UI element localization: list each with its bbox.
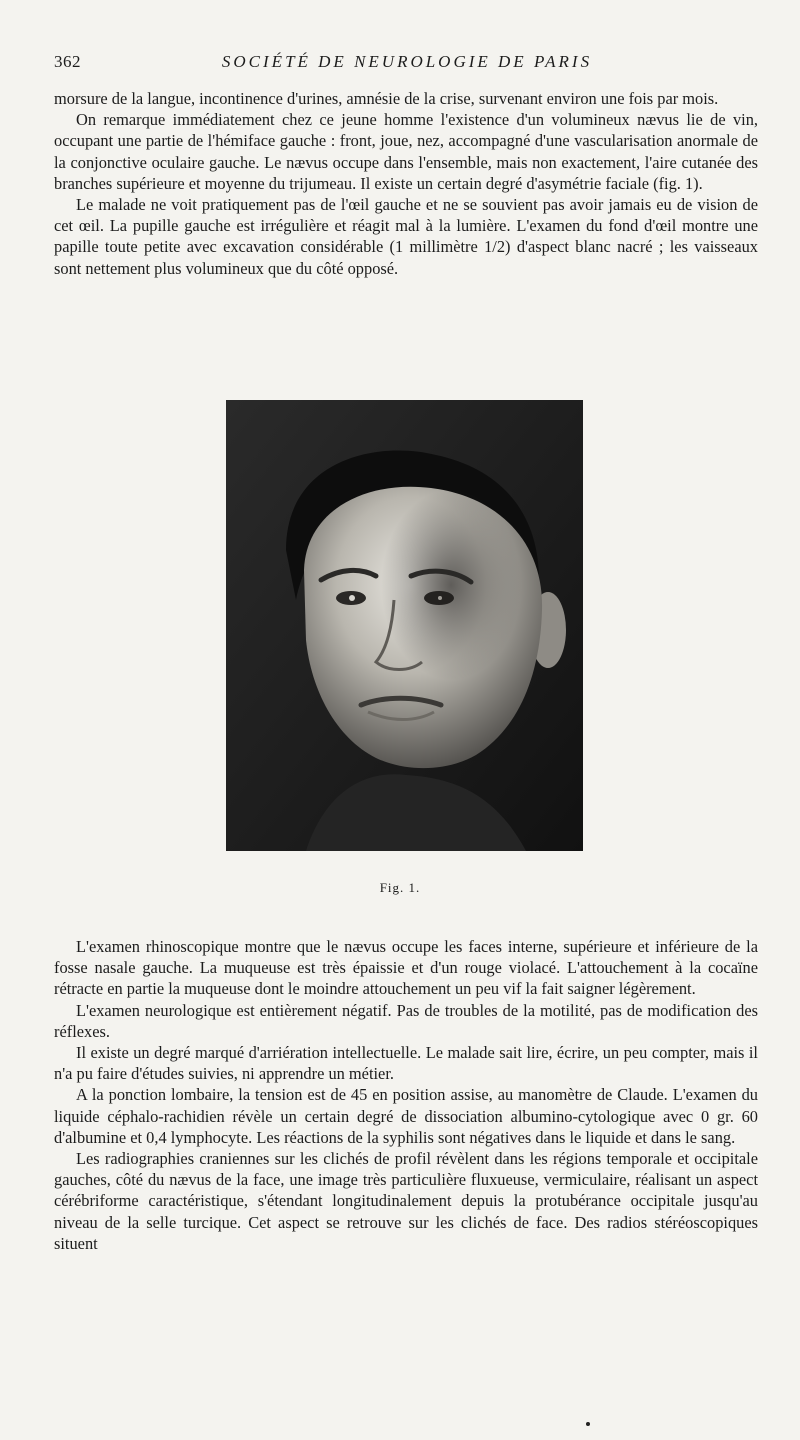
paragraph: A la ponction lombaire, la tension est de 45 en position assise, au manomètre de Claude. L'examen du liquide céphalo-rachidien révèle un certain degré de dissociation albumino-cytologique avec 0 gr. 60 d'albumine et 0,4 lymphocyte. Les réactions de la syphilis sont négatives dans le liquide et dans le sang. (54, 1085, 758, 1147)
paragraph: L'examen neurologique est entièrement négatif. Pas de troubles de la motilité, pas de modification des réflexes. (54, 1000, 758, 1041)
paragraph: Il existe un degré marqué d'arriération intellectuelle. Le malade sait lire, écrire, un peu compter, mais il n'a pu faire d'études suivies, ni apprendre un métier. (54, 1043, 758, 1084)
page-number: 362 (54, 52, 81, 71)
paragraph: Les radiographies craniennes sur les clichés de profil révèlent dans les régions temporale et occipitale gauches, côté du nævus de la face, une image très particulière fluxueuse, vermiculaire, réalisant un aspect cérébriforme caractéristique, s'étendant longitudinalement depuis la protubérance occipitale jusqu'au niveau de la selle turcique. Cet aspect se retrouve sur les clichés de face. Des radios stéréoscopiques situent (54, 1149, 758, 1253)
paragraph: L'examen rhinoscopique montre que le nævus occupe les faces interne, supérieure et inférieure de la fosse nasale gauche. La muqueuse est très épaissie et d'un rouge violacé. L'attouchement à la cocaïne rétracte en partie la muqueuse dont le moindre attouchement un peu vif la fait saigner légèrement. (54, 937, 758, 999)
body-text-top (54, 88, 758, 279)
running-title: SOCIÉTÉ DE NEUROLOGIE DE PARIS (221, 52, 593, 71)
running-header (54, 52, 760, 76)
portrait-illustration (226, 400, 583, 851)
paragraph: morsure de la langue, incontinence d'urines, amnésie de la crise, survenant environ une fois par mois. (54, 89, 719, 108)
paragraph: On remarque immédiatement chez ce jeune homme l'existence d'un volumineux nævus lie de vin, occupant une partie de l'hémiface gauche : front, joue, nez, accompagné d'une vascularisation anormale de la conjonctive oculaire gauche. Le nævus occupe dans l'ensemble, mais non exactement, l'aire cutanée des branches supérieure et moyenne du trijumeau. Il existe un certain degré d'asymétrie faciale (fig. 1). (54, 110, 758, 193)
print-speck (586, 1422, 590, 1426)
patient-photograph (226, 400, 583, 851)
figure-caption: Fig. 1. (379, 880, 421, 895)
paragraph: Le malade ne voit pratiquement pas de l'œil gauche et ne se souvient pas avoir jamais eu de vision de cet œil. La pupille gauche est irrégulière et réagit mal à la lumière. L'examen du fond d'œil montre une papille toute petite avec excavation considérable (1 millimètre 1/2) d'aspect blanc nacré ; les vaisseaux sont nettement plus volumineux que du côté opposé. (54, 195, 758, 278)
body-text-bottom (54, 936, 758, 1254)
